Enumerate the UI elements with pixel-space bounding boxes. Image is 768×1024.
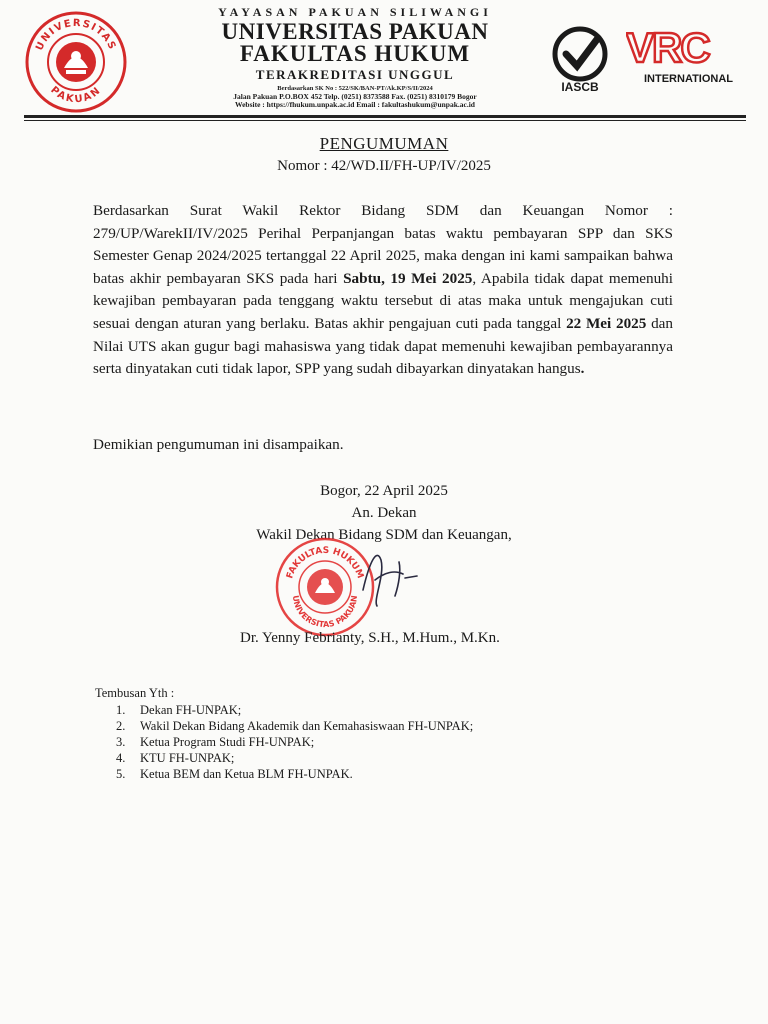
university-name: UNIVERSITAS PAKUAN [221, 19, 489, 44]
stamp-text-bottom: UNIVERSITAS PAKUAN [290, 594, 360, 630]
body-bold-1: Sabtu, 19 Mei 2025 [343, 269, 473, 287]
university-logo [24, 10, 128, 114]
cc-text: Dekan FH-UNPAK; [140, 703, 242, 717]
list-item [116, 702, 473, 718]
faculty-name: FAKULTAS HUKUM [239, 41, 471, 66]
letterhead-text [150, 0, 560, 109]
list-item [116, 766, 473, 782]
logo-text-bottom: PAKUAN [48, 84, 104, 106]
cc-text: Ketua BEM dan Ketua BLM FH-UNPAK. [140, 767, 353, 781]
vrc-sub: INTERNATIONAL [644, 73, 734, 85]
foundation-name: YAYASAN PAKUAN SILIWANGI [218, 5, 492, 19]
cc-title: Tembusan Yth : [95, 686, 175, 700]
on-behalf: An. Dekan [351, 505, 417, 521]
header-rule-thin [24, 120, 746, 121]
body-text-1: Berdasarkan Surat Wakil Rektor Bidang SDM dan Keuangan Nomor : 279/UP/WarekII/IV/2025 Perihal Perpanjangan batas waktu pembayaran SPP dan SKS Semester Genap 2024/2025 tertanggal 22 April 2025, maka dengan ini kami sampaikan bahwa batas akhir pembayaran SKS pada hari [93, 202, 673, 287]
vrc-label: VRC [626, 24, 709, 71]
svg-text:PAKUAN [48, 85, 103, 106]
iascb-label: IASCB [561, 80, 599, 94]
body-bold-3: . [580, 360, 585, 378]
cc-text: KTU FH-UNPAK; [140, 751, 235, 765]
body-bold-2: 22 Mei 2025 [566, 314, 647, 332]
closing-line: Demikian pengumuman ini disampaikan. [93, 436, 344, 453]
address-line: Jalan Pakuan P.O.BOX 452 Telp. (0251) 8373588 Fax. (0251) 8310179 Bogor [233, 92, 477, 101]
header-rule-thick [24, 115, 746, 118]
cc-text: Wakil Dekan Bidang Akademik dan Kemahasiswaan FH-UNPAK; [140, 719, 474, 733]
signer-name: Dr. Yenny Febrianty, S.H., M.Hum., M.Kn. [240, 630, 500, 646]
sk-line: Berdasarkan SK No : 522/SK/BAN-PT/Ak.KP/S/II/2024 [277, 85, 433, 92]
cc-number: 2. [116, 719, 126, 733]
body-paragraph [93, 200, 673, 381]
list-item [116, 750, 473, 766]
handwritten-signature [355, 540, 425, 610]
signer-position: Wakil Dekan Bidang SDM dan Keuangan, [256, 527, 512, 543]
vrc-logo [626, 24, 744, 88]
logo-text-top: UNIVERSITAS [34, 17, 118, 53]
cc-list [116, 702, 473, 782]
accreditation: TERAKREDITASI UNGGUL [255, 67, 455, 82]
list-item [116, 718, 473, 734]
stamp-text-top: FAKULTAS HUKUM [285, 545, 365, 580]
signature-header [0, 480, 768, 546]
cc-text: Ketua Program Studi FH-UNPAK; [140, 735, 315, 749]
cc-number: 3. [116, 735, 126, 749]
cc-number: 4. [116, 751, 126, 765]
announcement-number: Nomor : 42/WD.II/FH-UP/IV/2025 [277, 158, 491, 174]
body-text-3: dan Nilai UTS akan gugur bagi mahasiswa yang tidak dapat memenuhi kewajiban pembayarannya serta dinyatakan cuti tidak lapor, SPP yang sudah dibayarkan dinyatakan hangus [93, 314, 673, 378]
cc-number: 5. [116, 767, 126, 781]
place-date: Bogor, 22 April 2025 [320, 483, 448, 499]
announcement-title: PENGUMUMAN [319, 134, 449, 153]
list-item [116, 734, 473, 750]
iascb-logo [544, 26, 616, 96]
cc-number: 1. [116, 703, 126, 717]
website-line: Website : https://fhukum.unpak.ac.id Email : fakultashukum@unpak.ac.id [235, 100, 475, 109]
body-text-2: , Apabila tidak dapat memenuhi kewajiban pembayaran pada tenggang waktu tersebut di atas maka untuk mengajukan cuti sesuai dengan aturan yang berlaku. Batas akhir pengajuan cuti pada tanggal [93, 269, 673, 332]
